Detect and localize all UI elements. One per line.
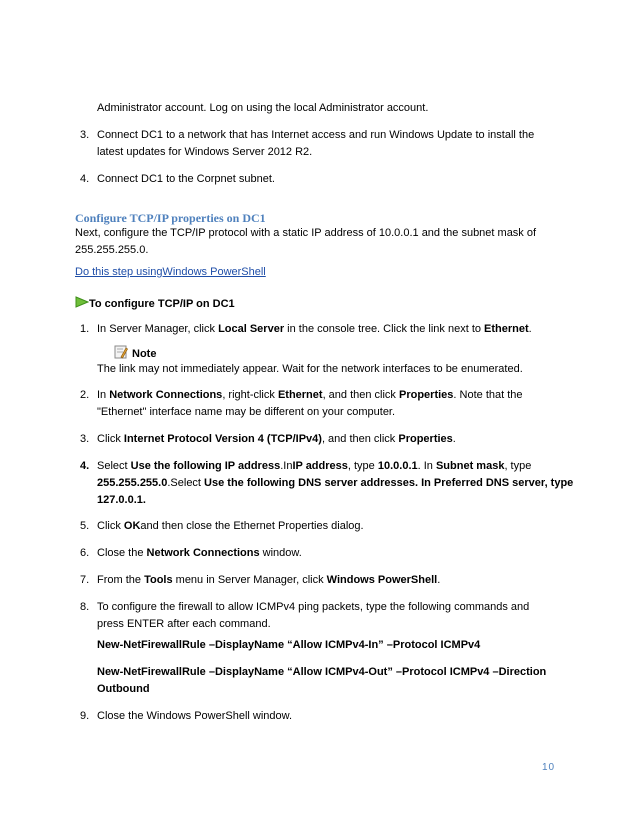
step-4-line3: 127.0.0.1. bbox=[97, 494, 146, 506]
step-9: Close the Windows PowerShell window. bbox=[97, 710, 293, 722]
step-2-line1: In Network Connections, right-click Ethernet, and then click Properties. Note that the bbox=[97, 389, 523, 401]
section-heading: Configure TCP/IP properties on DC1 bbox=[75, 211, 266, 225]
step-6: Close the Network Connections window. bbox=[97, 547, 302, 559]
procedure-arrow-icon bbox=[75, 296, 89, 308]
step-number: 8. bbox=[80, 601, 90, 613]
step-number: 3. bbox=[80, 433, 90, 445]
step-number: 1. bbox=[80, 323, 90, 335]
command-1: New-NetFirewallRule –DisplayName “Allow ICMPv4-In” –Protocol ICMPv4 bbox=[97, 639, 481, 651]
step-number: 5. bbox=[80, 520, 90, 532]
list-item-4: Connect DC1 to the Corpnet subnet. bbox=[97, 173, 275, 185]
step-7: From the Tools menu in Server Manager, click Windows PowerShell. bbox=[97, 574, 441, 586]
note-pencil-icon bbox=[114, 345, 128, 359]
step-8-line1: To configure the firewall to allow ICMPv4 ping packets, type the following commands and bbox=[97, 601, 530, 613]
step-number: 7. bbox=[80, 574, 90, 586]
command-2-line1: New-NetFirewallRule –DisplayName “Allow ICMPv4-Out” –Protocol ICMPv4 –Direction bbox=[97, 666, 547, 678]
list-number: 4. bbox=[80, 173, 90, 185]
step-1: In Server Manager, click Local Server in the console tree. Click the link next to Ethernet. bbox=[97, 323, 532, 335]
note-label: Note bbox=[132, 348, 157, 360]
section-paragraph-line2: 255.255.255.0. bbox=[75, 244, 149, 256]
step-5: Click OKand then close the Ethernet Properties dialog. bbox=[97, 520, 364, 532]
step-number: 2. bbox=[80, 389, 90, 401]
list-item-3-line2: latest updates for Windows Server 2012 R2. bbox=[97, 146, 313, 158]
section-paragraph-line1: Next, configure the TCP/IP protocol with a static IP address of 10.0.0.1 and the subnet mask of bbox=[75, 227, 537, 239]
list-item-3-line1: Connect DC1 to a network that has Internet access and run Windows Update to install the bbox=[97, 129, 535, 141]
step-8-line2: press ENTER after each command. bbox=[97, 618, 271, 630]
list-continuation: Administrator account. Log on using the local Administrator account. bbox=[97, 102, 429, 114]
step-4-line1: Select Use the following IP address.InIP address, type 10.0.0.1. In Subnet mask, type bbox=[97, 460, 532, 472]
step-number: 9. bbox=[80, 710, 90, 722]
command-2-line2: Outbound bbox=[97, 683, 150, 695]
procedure-title bbox=[75, 296, 235, 312]
page-number: 10 bbox=[542, 762, 556, 773]
step-number: 6. bbox=[80, 547, 90, 559]
list-number: 3. bbox=[80, 129, 90, 141]
procedure-title-text: To configure TCP/IP on DC1 bbox=[89, 298, 235, 310]
note-text: The link may not immediately appear. Wait for the network interfaces to be enumerated. bbox=[97, 363, 523, 375]
step-4-line2: 255.255.255.0.Select Use the following DNS server addresses. In Preferred DNS server, type bbox=[97, 477, 574, 489]
step-3: Click Internet Protocol Version 4 (TCP/IPv4), and then click Properties. bbox=[97, 433, 456, 445]
step-number: 4. bbox=[80, 460, 90, 472]
powershell-link[interactable]: Do this step usingWindows PowerShell bbox=[75, 266, 266, 278]
step-2-line2: "Ethernet" interface name may be different on your computer. bbox=[97, 406, 396, 418]
